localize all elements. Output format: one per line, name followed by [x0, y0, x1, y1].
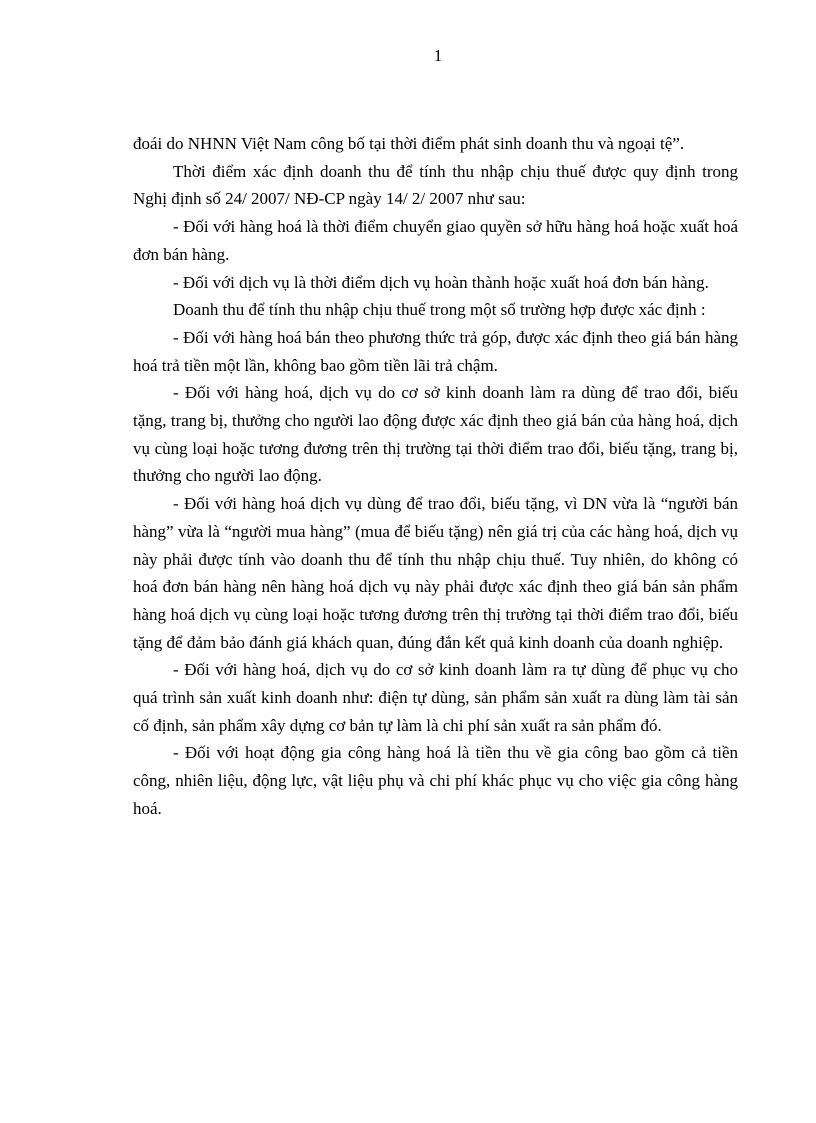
- paragraph-processing: - Đối với hoạt động gia công hàng hoá là tiền thu về gia công bao gồm cả tiền công, nhiên liệu, động lực, vật liệu phụ và chi phí khác phục vụ cho việc gia công hàng hoá.: [133, 743, 738, 818]
- paragraph-exchange-gifts-valuation: - Đối với hàng hoá dịch vụ dùng để trao đổi, biếu tặng, vì DN vừa là “người bán hàng” vừa là “người mua hàng” (mua để biếu tặng) nên giá trị của các hàng hoá, dịch vụ này phải được tính vào doanh thu để tính thu nhập chịu thuế. Tuy nhiên, do không có hoá đơn bán hàng nên hàng hoá dịch vụ này phải được xác định theo giá bán sản phẩm hàng hoá dịch vụ cùng loại hoặc tương đương trên thị trường tại thời điểm trao đổi, biếu tặng để đảm bảo đánh giá khách quan, đúng đắn kết quả kinh doanh của doanh nghiệp.: [133, 494, 738, 652]
- paragraph-special-cases-intro: Doanh thu để tính thu nhập chịu thuế trong một số trường hợp được xác định :: [173, 300, 706, 320]
- paragraph-revenue-timing: Thời điểm xác định doanh thu để tính thu nhập chịu thuế được quy định trong Nghị định số 24/ 2007/ NĐ-CP ngày 14/ 2/ 2007 như sau:: [133, 161, 738, 209]
- paragraph-exchange-gifts-rewards: - Đối với hàng hoá, dịch vụ do cơ sở kinh doanh làm ra dùng để trao đổi, biếu tặng, trang bị, thưởng cho người lao động được xác định theo giá bán của hàng hoá, dịch vụ cùng loại hoặc tương đương trên thị trường tại thời điểm trao đổi, biếu tặng, trang bị, thưởng cho người lao động.: [133, 383, 738, 486]
- document-body: [133, 130, 738, 823]
- paragraph-installment-sales: - Đối với hàng hoá bán theo phương thức trả góp, được xác định theo giá bán hàng hoá trả tiền một lần, không bao gồm tiền lãi trả chậm.: [133, 327, 738, 375]
- paragraph-goods-timing: - Đối với hàng hoá là thời điểm chuyển giao quyền sở hữu hàng hoá hoặc xuất hoá đơn bán hàng.: [133, 217, 738, 264]
- paragraph-self-use: - Đối với hàng hoá, dịch vụ do cơ sở kinh doanh làm ra tự dùng để phục vụ cho quá trình sản xuất kinh doanh như: điện tự dùng, sản phẩm sản xuất ra dùng làm tài sản cố định, sản phẩm xây dựng cơ bản tự làm là chi phí sản xuất ra sản phẩm đó.: [133, 660, 738, 735]
- paragraph-continuation: đoái do NHNN Việt Nam công bố tại thời điểm phát sinh doanh thu và ngoại tệ”.: [133, 134, 685, 153]
- paragraph-services-timing: - Đối với dịch vụ là thời điểm dịch vụ hoàn thành hoặc xuất hoá đơn bán hàng.: [173, 272, 709, 292]
- page-number: 1: [433, 46, 443, 65]
